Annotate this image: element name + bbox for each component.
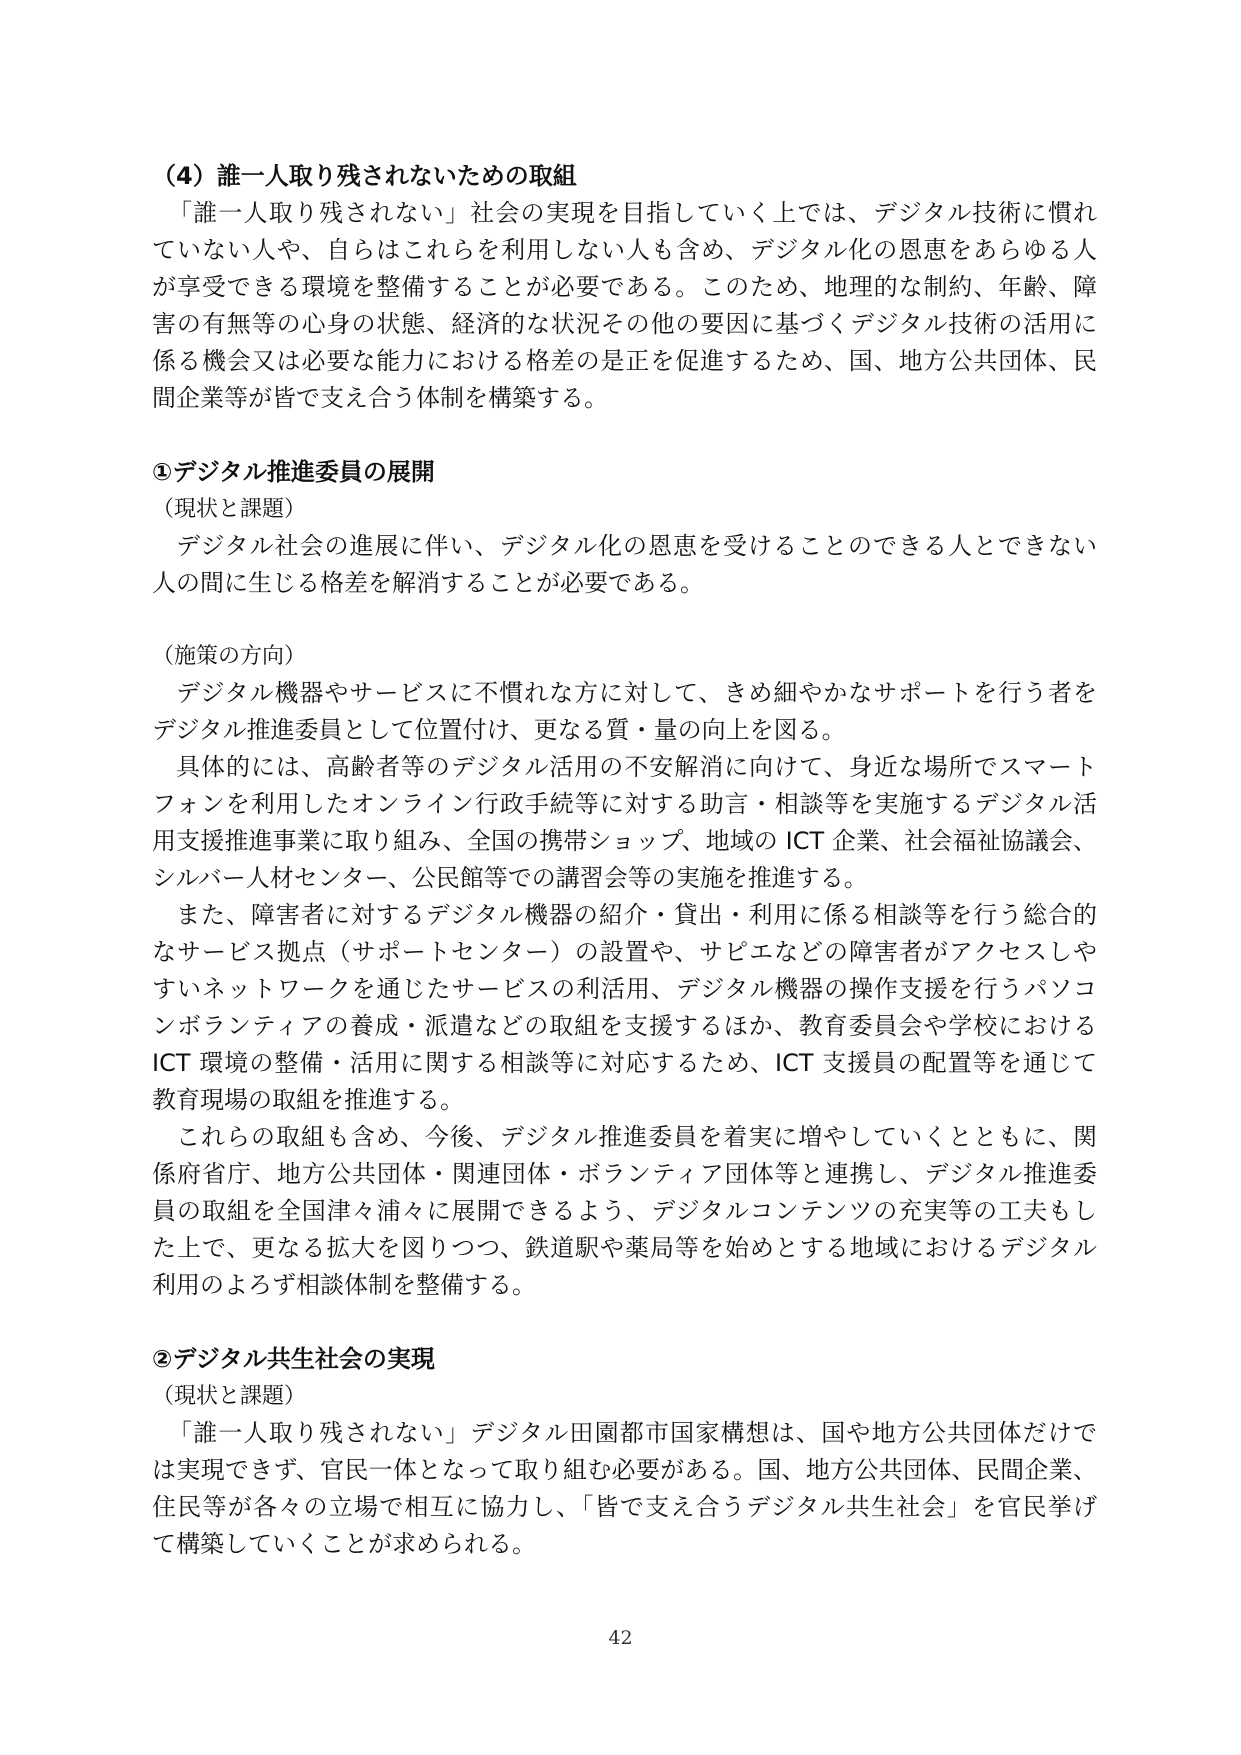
document-body (152, 158, 1097, 1563)
text-line: 員の取組を全国津々浦々に展開できるよう、デジタルコンテンツの充実等の工夫もし (152, 1197, 1097, 1225)
text-line: 用支援推進事業に取り組み、全国の携帯ショップ、地域の ICT 企業、社会福祉協議会、 (152, 827, 1097, 855)
text-line: 間企業等が皆で支え合う体制を構築する。 (152, 384, 608, 412)
item1-policy-text (152, 675, 1097, 1304)
page-number: 42 (608, 1627, 633, 1649)
item2-current-text (152, 1415, 1097, 1563)
section-heading: （4）誰一人取り残されないための取組 (152, 162, 577, 190)
text-line: また、障害者に対するデジタル機器の紹介・貸出・利用に係る相談等を行う総合的 (176, 901, 1097, 929)
text-line: 「誰一人取り残されない」デジタル田園都市国家構想は、国や地方公共団体だけで (168, 1419, 1097, 1447)
text-line: ICT 環境の整備・活用に関する相談等に対応するため、ICT 支援員の配置等を通じて (152, 1049, 1097, 1077)
text-line: 利用のよろず相談体制を整備する。 (152, 1271, 536, 1299)
text-line: 係る機会又は必要な能力における格差の是正を促進するため、国、地方公共団体、民 (152, 347, 1097, 375)
text-line: シルバー人材センター、公民館等での講習会等の実施を推進する。 (152, 864, 868, 892)
text-line: 具体的には、高齢者等のデジタル活用の不安解消に向けて、身近な場所でスマート (176, 753, 1097, 781)
text-line: 「誰一人取り残されない」社会の実現を目指していく上では、デジタル技術に慣れ (168, 199, 1097, 227)
text-line: ンボランティアの養成・派遣などの取組を支援するほか、教育委員会や学校における (152, 1012, 1097, 1040)
text-line: た上で、更なる拡大を図りつつ、鉄道駅や薬局等を始めとする地域におけるデジタル (152, 1234, 1097, 1262)
item1-current-text (152, 528, 1097, 602)
text-line: デジタル機器やサービスに不慣れな方に対して、きめ細やかなサポートを行う者を (176, 679, 1097, 707)
text-line: これらの取組も含め、今後、デジタル推進委員を着実に増やしていくとともに、関 (176, 1123, 1097, 1151)
text-line: すいネットワークを通じたサービスの利活用、デジタル機器の操作支援を行うパソコ (152, 975, 1097, 1003)
item2-current-label: （現状と課題） (152, 1384, 307, 1409)
text-line: デジタル社会の進展に伴い、デジタル化の恩恵を受けることのできる人とできない (176, 532, 1097, 560)
text-line: ていない人や、自らはこれらを利用しない人も含め、デジタル化の恩恵をあらゆる人 (152, 236, 1097, 264)
text-line: 教育現場の取組を推進する。 (152, 1086, 464, 1114)
text-line: 人の間に生じる格差を解消することが必要である。 (152, 569, 704, 597)
text-line: フォンを利用したオンライン行政手続等に対する助言・相談等を実施するデジタル活 (152, 790, 1097, 818)
text-line: は実現できず、官民一体となって取り組む必要がある。国、地方公共団体、民間企業、 (152, 1456, 1097, 1484)
item2-heading: ②デジタル共生社会の実現 (152, 1345, 435, 1373)
text-line: 害の有無等の心身の状態、経済的な状況その他の要因に基づくデジタル技術の活用に (152, 310, 1097, 338)
item1-heading: ①デジタル推進委員の展開 (152, 458, 435, 486)
text-line: 係府省庁、地方公共団体・関連団体・ボランティア団体等と連携し、デジタル推進委 (152, 1160, 1097, 1188)
text-line: 住民等が各々の立場で相互に協力し、「皆で支え合うデジタル共生社会」を官民挙げ (152, 1493, 1097, 1521)
text-line: なサービス拠点（サポートセンター）の設置や、サピエなどの障害者がアクセスしや (152, 938, 1097, 966)
item1-policy-label: （施策の方向） (152, 644, 307, 669)
item1-current-label: （現状と課題） (152, 497, 307, 522)
section-intro (152, 195, 1097, 417)
text-line: て構築していくことが求められる。 (152, 1530, 536, 1558)
text-line: が享受できる環境を整備することが必要である。このため、地理的な制約、年齢、障 (152, 273, 1097, 301)
text-line: デジタル推進委員として位置付け、更なる質・量の向上を図る。 (152, 716, 846, 744)
